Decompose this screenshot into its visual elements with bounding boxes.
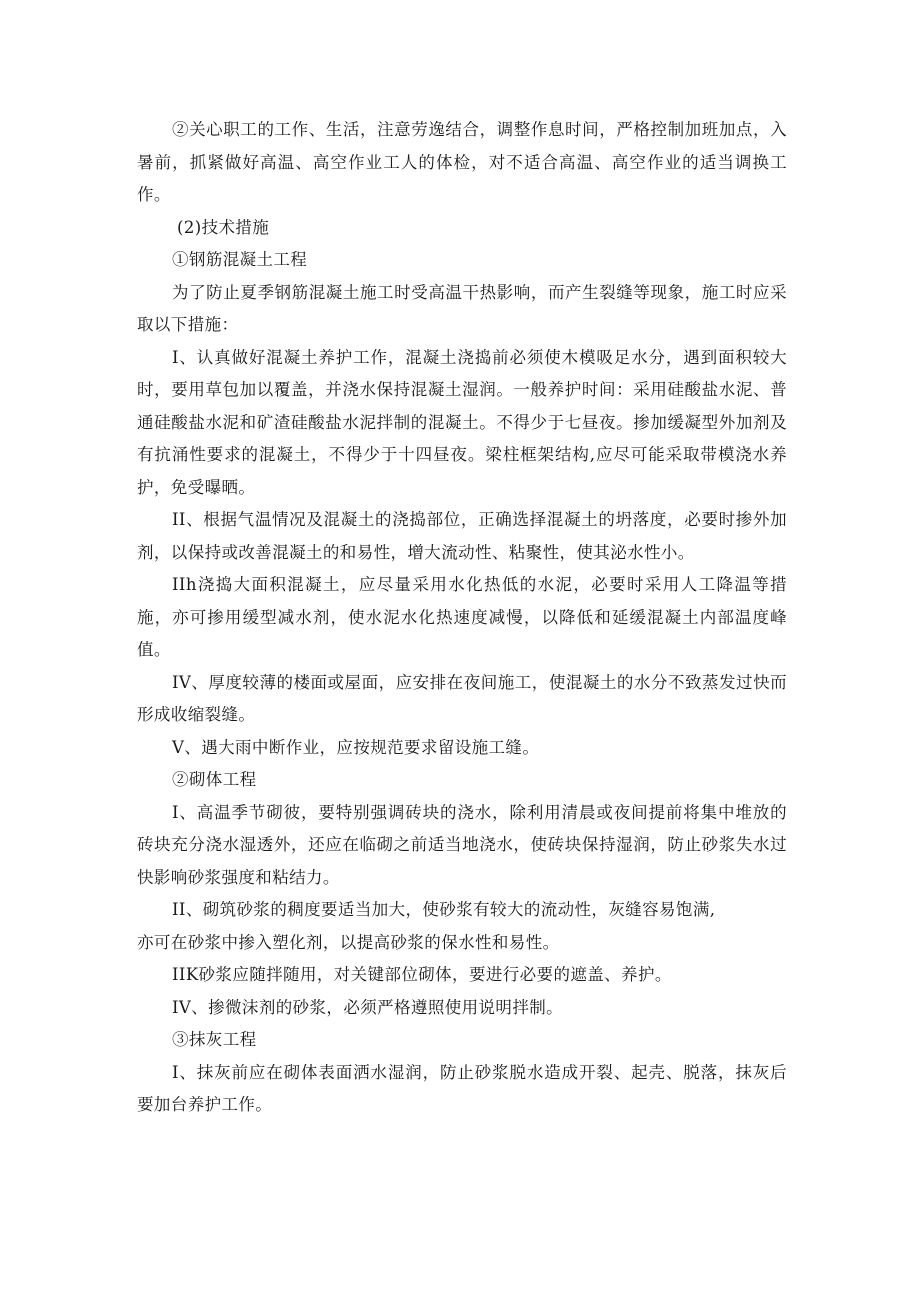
paragraph-plastering-wetting: I、抹灰前应在砌体表面洒水湿润，防止砂浆脱水造成开裂、起壳、脱落，抹灰后要加台养护工作。 [137, 1062, 787, 1114]
paragraph-thin-slab: IV、厚度较薄的楼面或屋面，应安排在夜间施工，使混凝土的水分不致蒸发过快而形成收缩裂缝。 [137, 672, 787, 724]
paragraph-concrete-intro: 为了防止夏季钢筋混凝土施工时受高温干热影响，而产生裂缝等现象，施工时应采取以下措施： [137, 282, 787, 334]
paragraph-concrete-curing: I、认真做好混凝土养护工作，混凝土浇捣前必须使木模吸足水分，遇到面积较大时，要用草包加以覆盖，并浇水保持混凝土湿润。一般养护时间：采用硅酸盐水泥、普通硅酸盐水泥和矿渣硅酸盐水泥拌制的混凝土。不得少于七昼夜。掺加缓凝型外加剂及有抗涌性要求的混凝土，不得少于十四昼夜。梁柱框架结构,应尽可能采取带模浇水养护，免受曝晒。 [137, 347, 787, 497]
paragraph-mortar-usage: IIK砂浆应随拌随用，对关键部位砌体，要进行必要的遮盖、养护。 [172, 965, 672, 984]
heading-technical-measures: (2)技术措施 [177, 217, 270, 237]
paragraph-worker-care: ②关心职工的工作、生活，注意劳逸结合，调整作息时间，严格控制加班加点，入暑前，抓紧做好高温、高空作业工人的体检，对不适合高温、高空作业的适当调换工作。 [137, 120, 787, 204]
heading-reinforced-concrete: ①钢筋混凝土工程 [172, 250, 308, 269]
heading-plastering: ③抹灰工程 [172, 1030, 257, 1049]
heading-masonry: ②砌体工程 [172, 770, 257, 789]
paragraph-masonry-watering: I、高温季节砌彼，要特别强调砖块的浇水，除利用清晨或夜间提前将集中堆放的砖块充分浇水湿透外，还应在临砌之前适当地浇水，使砖块保持湿润，防止砂浆失水过快影响砂浆强度和粘结力。 [137, 802, 787, 887]
paragraph-mass-concrete: IIh浇捣大面积混凝土，应尽量采用水化热低的水泥，必要时采用人工降温等措施，亦可掺用缓型减水剂，使水泥水化热速度减慢，以降低和延缓混凝土内部温度峰值。 [137, 575, 787, 659]
paragraph-construction-joint: V、遇大雨中断作业，应按规范要求留设施工缝。 [172, 737, 540, 757]
paragraph-micro-foam: IV、掺微沫剂的砂浆，必须严格遵照使用说明拌制。 [172, 997, 564, 1017]
paragraph-mortar-consistency: II、砌筑砂浆的稠度要适当加大，使砂浆有较大的流动性，灰缝容易饱满, [172, 900, 716, 919]
document-body [137, 114, 787, 1122]
paragraph-concrete-slump: II、根据气温情况及混凝土的浇捣部位，正确选择混凝土的坍落度，必要时掺外加剂，以保持或改善混凝土的和易性，增大流动性、粘聚性，使其泌水性小。 [137, 510, 787, 562]
paragraph-mortar-plasticizer: 亦可在砂浆中掺入塑化剂，以提高砂浆的保水性和易性。 [137, 932, 560, 952]
